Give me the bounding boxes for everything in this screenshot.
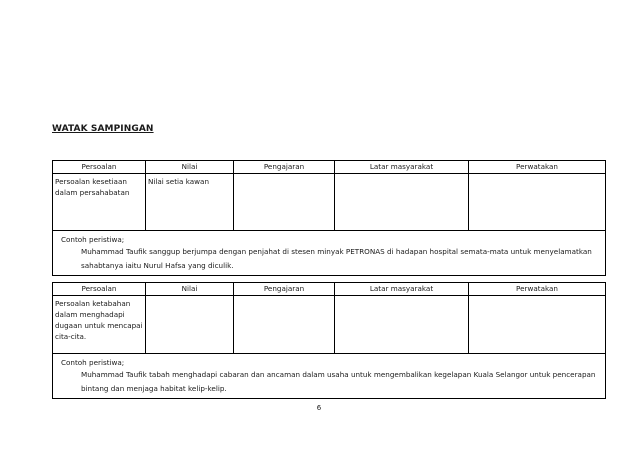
header-persoalan: Persoalan — [53, 283, 146, 296]
cell-pengajaran — [234, 296, 335, 354]
example-row — [53, 354, 606, 399]
header-latar-masyarakat: Latar masyarakat — [335, 161, 469, 174]
header-nilai: Nilai — [146, 161, 234, 174]
header-pengajaran: Pengajaran — [234, 161, 335, 174]
table-row — [53, 174, 606, 231]
cell-nilai: Nilai setia kawan — [146, 174, 234, 231]
header-latar-masyarakat: Latar masyarakat — [335, 283, 469, 296]
character-table-2 — [52, 282, 606, 399]
example-cell — [53, 354, 606, 399]
cell-perwatakan — [469, 174, 606, 231]
table-row — [53, 296, 606, 354]
table-header-row — [53, 161, 606, 174]
example-label: Contoh peristiwa; — [61, 235, 125, 244]
character-table-1 — [52, 160, 606, 276]
header-perwatakan: Perwatakan — [469, 283, 606, 296]
example-row — [53, 231, 606, 276]
cell-persoalan: Persoalan ketabahan dalam menghadapi dugaan untuk mencapai cita-cita. — [53, 296, 146, 354]
example-cell — [53, 231, 606, 276]
example-text: Muhammad Taufik tabah menghadapi cabaran dan ancaman dalam usaha untuk mengembalikan kegelapan Kuala Selangor untuk pencerapan bintang dan menjaga habitat kelip-kelip. — [81, 370, 596, 393]
cell-nilai — [146, 296, 234, 354]
header-perwatakan: Perwatakan — [469, 161, 606, 174]
cell-latar-masyarakat — [335, 174, 469, 231]
table-header-row — [53, 283, 606, 296]
example-text: Muhammad Taufik sanggup berjumpa dengan penjahat di stesen minyak PETRONAS di hadapan hospital semata-mata untuk menyelamatkan sahabtanya iaitu Nurul Hafsa yang diculik. — [81, 247, 592, 270]
section-title: WATAK SAMPINGAN — [52, 124, 154, 134]
header-nilai: Nilai — [146, 283, 234, 296]
header-pengajaran: Pengajaran — [234, 283, 335, 296]
cell-perwatakan — [469, 296, 606, 354]
cell-latar-masyarakat — [335, 296, 469, 354]
header-persoalan: Persoalan — [53, 161, 146, 174]
cell-persoalan: Persoalan kesetiaan dalam persahabatan — [53, 174, 146, 231]
cell-pengajaran — [234, 174, 335, 231]
page-number: 6 — [316, 404, 322, 412]
example-label: Contoh peristiwa; — [61, 358, 125, 367]
